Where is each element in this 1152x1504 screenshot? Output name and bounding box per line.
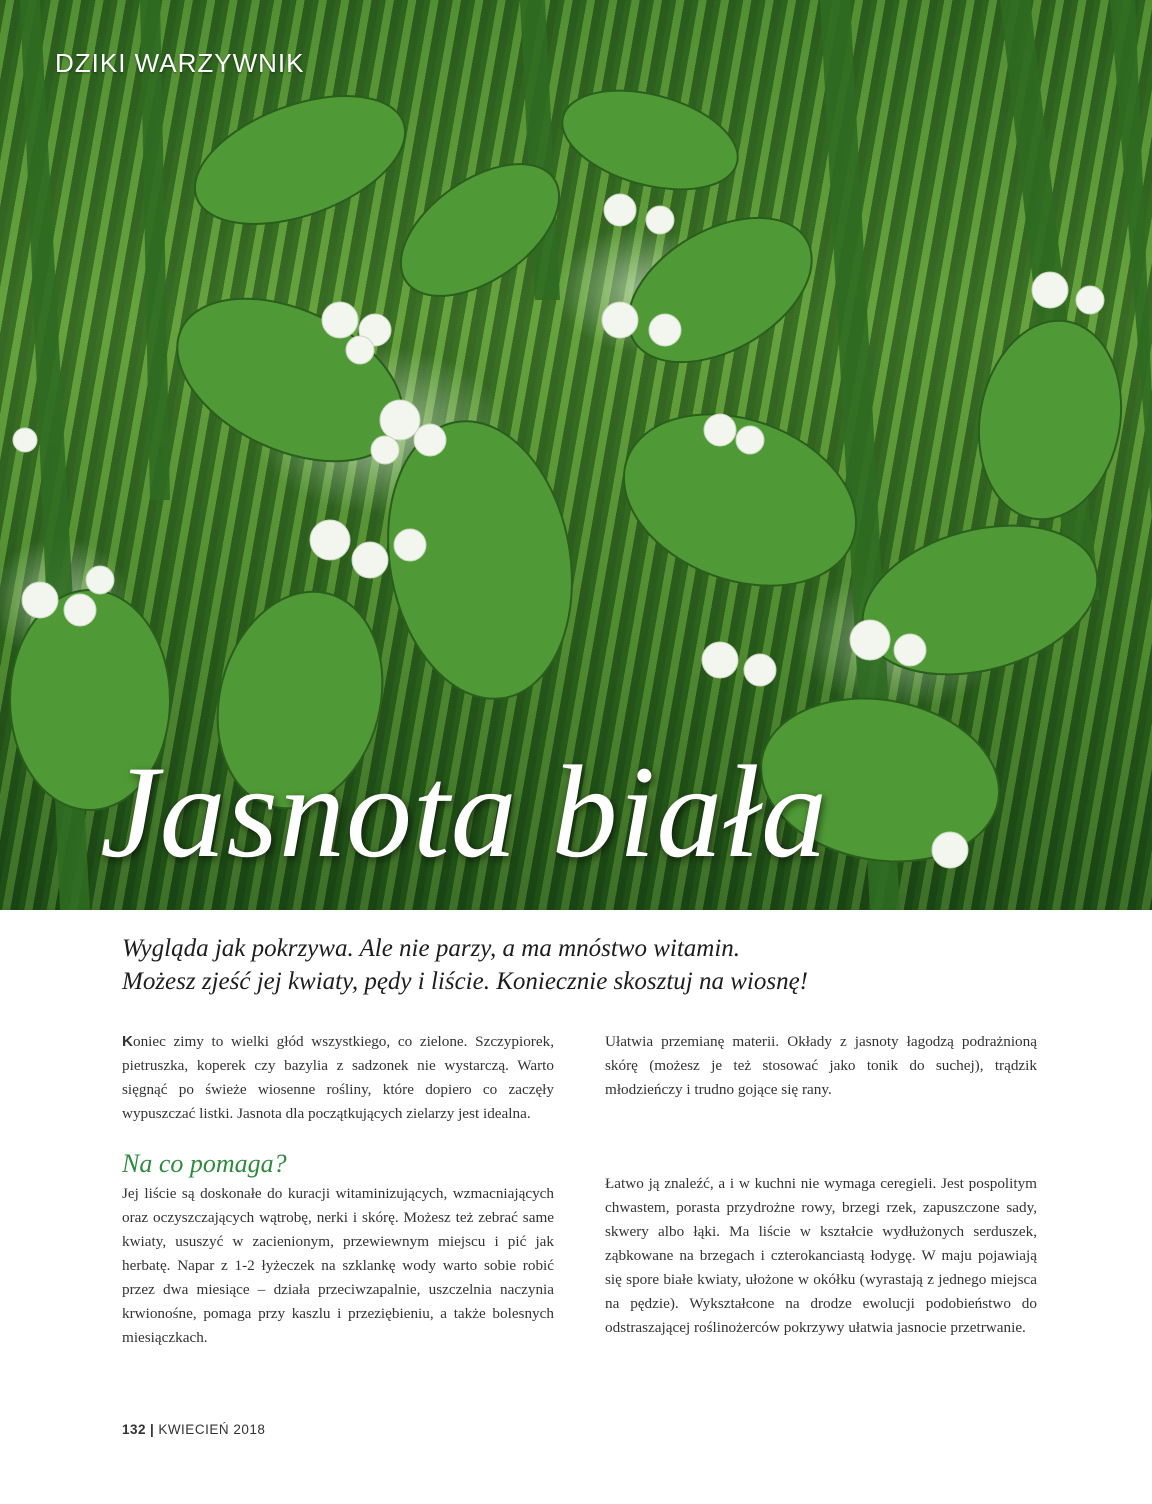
- subheading: Na co pomaga?: [122, 1149, 287, 1178]
- page-number: 132: [122, 1422, 147, 1437]
- left-column: [122, 1030, 554, 1350]
- section-label: DZIKI WARZYWNIK: [55, 48, 305, 78]
- right-column: [605, 1030, 1037, 1340]
- help-paragraph: Jej liście są doskonałe do kuracji witaminizujących, wzmacniających oraz oczyszczających wątrobę, nerki i skórę. Możesz też zebrać same kwiaty, ususzyć w zacienionym, przewiewnym miejscu i pić jak herbatę. Napar z 1-2 łyżeczek na szklankę wody warto sobie robić przez dwa miesiące – działa przeciwzapalnie, uszczelnia naczynia krwionośne, pomaga przy kaszlu i przeziębieniu, a także bolesnych miesiączkach.: [122, 1185, 554, 1346]
- article-lead: [122, 932, 1022, 998]
- page-footer: [122, 1422, 265, 1437]
- right-paragraph-1: Ułatwia przemianę materii. Okłady z jasnoty łagodzą podrażnioną skórę (możesz je też stosować jako tonik do suchej), trądzik młodzieńczy i trudno gojące się rany.: [605, 1033, 1037, 1098]
- issue-date: KWIECIEŃ 2018: [158, 1422, 266, 1437]
- intro-paragraph: [122, 1030, 554, 1126]
- article-title: Jasnota biała: [100, 738, 828, 885]
- right-paragraph-2: Łatwo ją znaleźć, a i w kuchni nie wymaga ceregieli. Jest pospolitym chwastem, porasta przydrożne rowy, brzegi rzek, zapuszczone sady, skwery albo łąki. Ma liście w kształcie wydłużonych serduszek, ząbkowane na brzegach i czterokanciastą łodygę. W maju pojawiają się spore białe kwiaty, ułożone w okółku (wyrastają z jednego miejsca na pędzie). Wykształcone na drodze ewolucji podobieństwo do odstraszającej roślinożerców pokrzywy ułatwia jasnocie przetrwanie.: [605, 1175, 1037, 1336]
- intro-text: oniec zimy to wielki głód wszystkiego, co zielone. Szczypiorek, pietruszka, koperek czy bazylia z sadzonek nie wystarczą. Warto sięgnąć po świeże wiosenne rośliny, które dopiero co zaczęły wypuszczać listki. Jasnota dla początkujących zielarzy jest idealna.: [122, 1033, 554, 1122]
- drop-cap: K: [122, 1033, 133, 1050]
- footer-separator: |: [150, 1422, 155, 1437]
- lead-line: Wygląda jak pokrzywa. Ale nie parzy, a ma mnóstwo witamin.: [122, 935, 741, 962]
- lead-line: Możesz zjeść jej kwiaty, pędy i liście. Koniecznie skosztuj na wiosnę!: [122, 968, 808, 995]
